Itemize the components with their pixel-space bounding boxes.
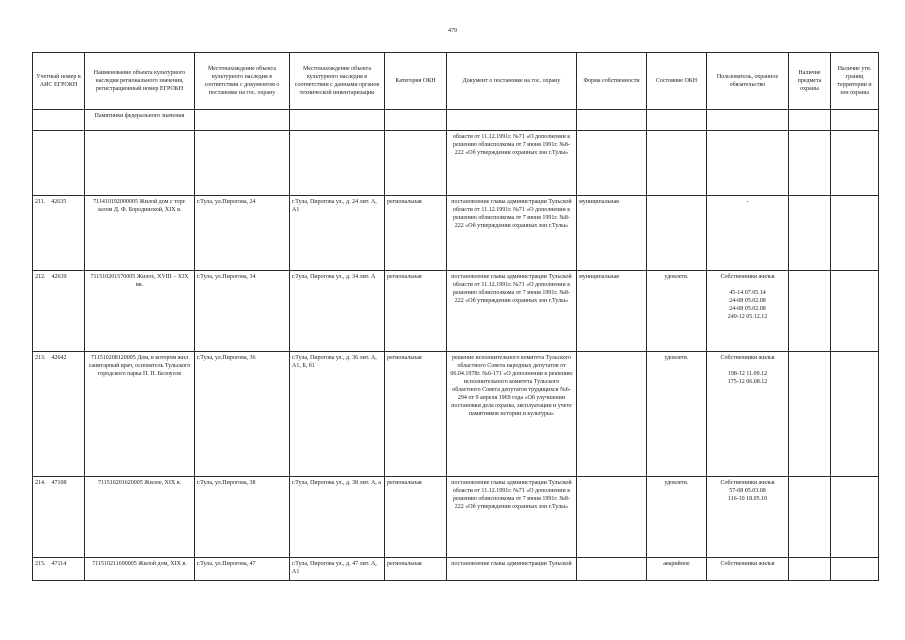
ownership: муниципальная	[577, 196, 647, 271]
row-number-cell	[33, 352, 85, 477]
row-number: 213.	[35, 355, 46, 361]
header-location-tech: Местонахождение объекта культурного наследия в соответствии с данными органов технической инвентаризации	[290, 53, 385, 110]
header-subject: Наличие предмета охраны	[789, 53, 831, 110]
location-tech: г.Тула, Пирогова ул., д. 34 лит. А	[290, 271, 385, 352]
protection-subject	[789, 196, 831, 271]
condition	[647, 196, 707, 271]
table-row	[33, 196, 879, 271]
protection-document: решение исполнительного комитета Тульского областного Совета народных депутатов от 06.04.1978г. №6-171 «О дополнении к решению исполнительного комитета Тульского областного Совета депутатов трудящихся №6-294 от 9 апреля 1969 года «Об улучшении постановки дела охраны, эксплуатации и учете памятников истории и культуры»	[447, 352, 577, 477]
user-obligation: Собственники жилья 45-14 07.05.14 24-08 05.02.08 24-08 05.02.08 249-12 05.12.12	[707, 271, 789, 352]
location-doc: г.Тула, ул.Пирогова, 47	[195, 558, 290, 581]
borders	[831, 558, 879, 581]
location-doc: г.Тула, ул.Пирогова, 34	[195, 271, 290, 352]
ais-code: 42639	[51, 274, 67, 280]
ownership	[577, 477, 647, 558]
header-state: Состояние ОКН	[647, 53, 707, 110]
category: региональная	[385, 352, 447, 477]
section-heading: Памятники федерального значения	[85, 110, 195, 131]
object-name: 711510201620005 Жилое, XIX в.	[85, 477, 195, 558]
row-number: 214.	[35, 480, 46, 486]
table-row	[33, 558, 879, 581]
row-number: 215.	[35, 561, 46, 567]
protection-subject	[789, 558, 831, 581]
protection-document: постановление главы администрации Тульской области от 11.12.1991г. №71 «О дополнении к решению облисполкома от 7 июня 1991г. №8-222 «Об утверждении охранных зон г.Тулы»	[447, 196, 577, 271]
category: региональная	[385, 477, 447, 558]
header-category: Категория ОКН	[385, 53, 447, 110]
ais-code: 47114	[51, 561, 67, 567]
protection-document: постановление главы администрации Тульской	[447, 558, 577, 581]
category: региональная	[385, 558, 447, 581]
ais-code: 47108	[51, 480, 67, 486]
ownership	[577, 352, 647, 477]
condition: удовлетв.	[647, 477, 707, 558]
protection-subject	[789, 352, 831, 477]
row-number: 211.	[35, 199, 46, 205]
condition: удовлетв.	[647, 352, 707, 477]
user-obligation: Собственники жилья	[707, 558, 789, 581]
header-document: Документ о постановке на гос. охрану	[447, 53, 577, 110]
location-doc: г.Тула, ул.Пирогова, 38	[195, 477, 290, 558]
object-name: 711510211690005 Жилой дом, XIX в.	[85, 558, 195, 581]
continuation-row	[33, 131, 879, 196]
location-tech: г.Тула, Пирогова ул., д. 24 лит. А, А1	[290, 196, 385, 271]
row-number-cell	[33, 477, 85, 558]
category: региональная	[385, 271, 447, 352]
location-tech: г.Тула, Пирогова ул., д. 38 лит. А, а	[290, 477, 385, 558]
location-doc: г.Тула, ул.Пирогова, 36	[195, 352, 290, 477]
category: региональная	[385, 196, 447, 271]
table-row	[33, 352, 879, 477]
header-borders: Наличие утв. границ территории и зон охраны	[831, 53, 879, 110]
row-number-cell	[33, 196, 85, 271]
ais-code: 42642	[51, 355, 67, 361]
header-user: Пользователь, охранное обязательство	[707, 53, 789, 110]
user-obligation: Собственники жилья 57-08 05.03.08 116-10 18.05.10	[707, 477, 789, 558]
location-doc: г.Тула, ул.Пирогова, 24	[195, 196, 290, 271]
row-number-cell	[33, 558, 85, 581]
protection-subject	[789, 271, 831, 352]
protection-subject	[789, 477, 831, 558]
header-row	[33, 53, 879, 110]
header-ownership: Форма собственности	[577, 53, 647, 110]
condition: аварийное	[647, 558, 707, 581]
borders	[831, 352, 879, 477]
user-obligation: -	[707, 196, 789, 271]
table-row	[33, 271, 879, 352]
location-tech: г.Тула, Пирогова ул., д. 47 лит. А, А1	[290, 558, 385, 581]
object-name: 711510208120005 Дом, в котором жил санитарный врач, основатель Тульского городского парка П. П. Белоусов	[85, 352, 195, 477]
header-name: Наименование объекта культурного наследия регионального значения, регистрационный номер ЕГРОКН	[85, 53, 195, 110]
condition: удовлетв.	[647, 271, 707, 352]
ownership	[577, 558, 647, 581]
section-heading-row	[33, 110, 879, 131]
borders	[831, 271, 879, 352]
borders	[831, 196, 879, 271]
protection-document: постановление главы администрации Тульской области от 11.12.1991г. №71 «О дополнении к решению облисполкома от 7 июня 1991г. №8-222 «Об утверждении охранных зон г.Тулы»	[447, 477, 577, 558]
ownership: муниципальная	[577, 271, 647, 352]
user-obligation: Собственники жилья 198-12 11.09.12 175-12 06.08.12	[707, 352, 789, 477]
continuation-document: области от 11.12.1991г. №71 «О дополнении к решению облисполкома от 7 июня 1991г. №8-222 «Об утверждении охранных зон г.Тулы»	[447, 131, 577, 196]
location-tech: г.Тула, Пирогова ул., д. 36 лит. А, А1, Б, б1	[290, 352, 385, 477]
borders	[831, 477, 879, 558]
page-number: 479	[448, 28, 457, 34]
table-row	[33, 477, 879, 558]
ais-code: 42635	[51, 199, 67, 205]
row-number-cell	[33, 271, 85, 352]
header-location-doc: Местонахождение объекта культурного наследия в соответствии с документом о постановке на гос. охрану	[195, 53, 290, 110]
row-number: 212.	[35, 274, 46, 280]
header-aiscode: Учетный номер в АИС ЕГРОКН	[33, 53, 85, 110]
object-name: 711410192000005 Жилой дом с торг. залом Д. Ф. Бородинской, XIX в.	[85, 196, 195, 271]
heritage-registry-table	[32, 52, 879, 581]
object-name: 711510201570005 Жилое, XVIII – XIX вв.	[85, 271, 195, 352]
protection-document: постановление главы администрации Тульской области от 11.12.1991г. №71 «О дополнении к решению облисполкома от 7 июня 1991г. №8-222 «Об утверждении охранных зон г.Тулы»	[447, 271, 577, 352]
